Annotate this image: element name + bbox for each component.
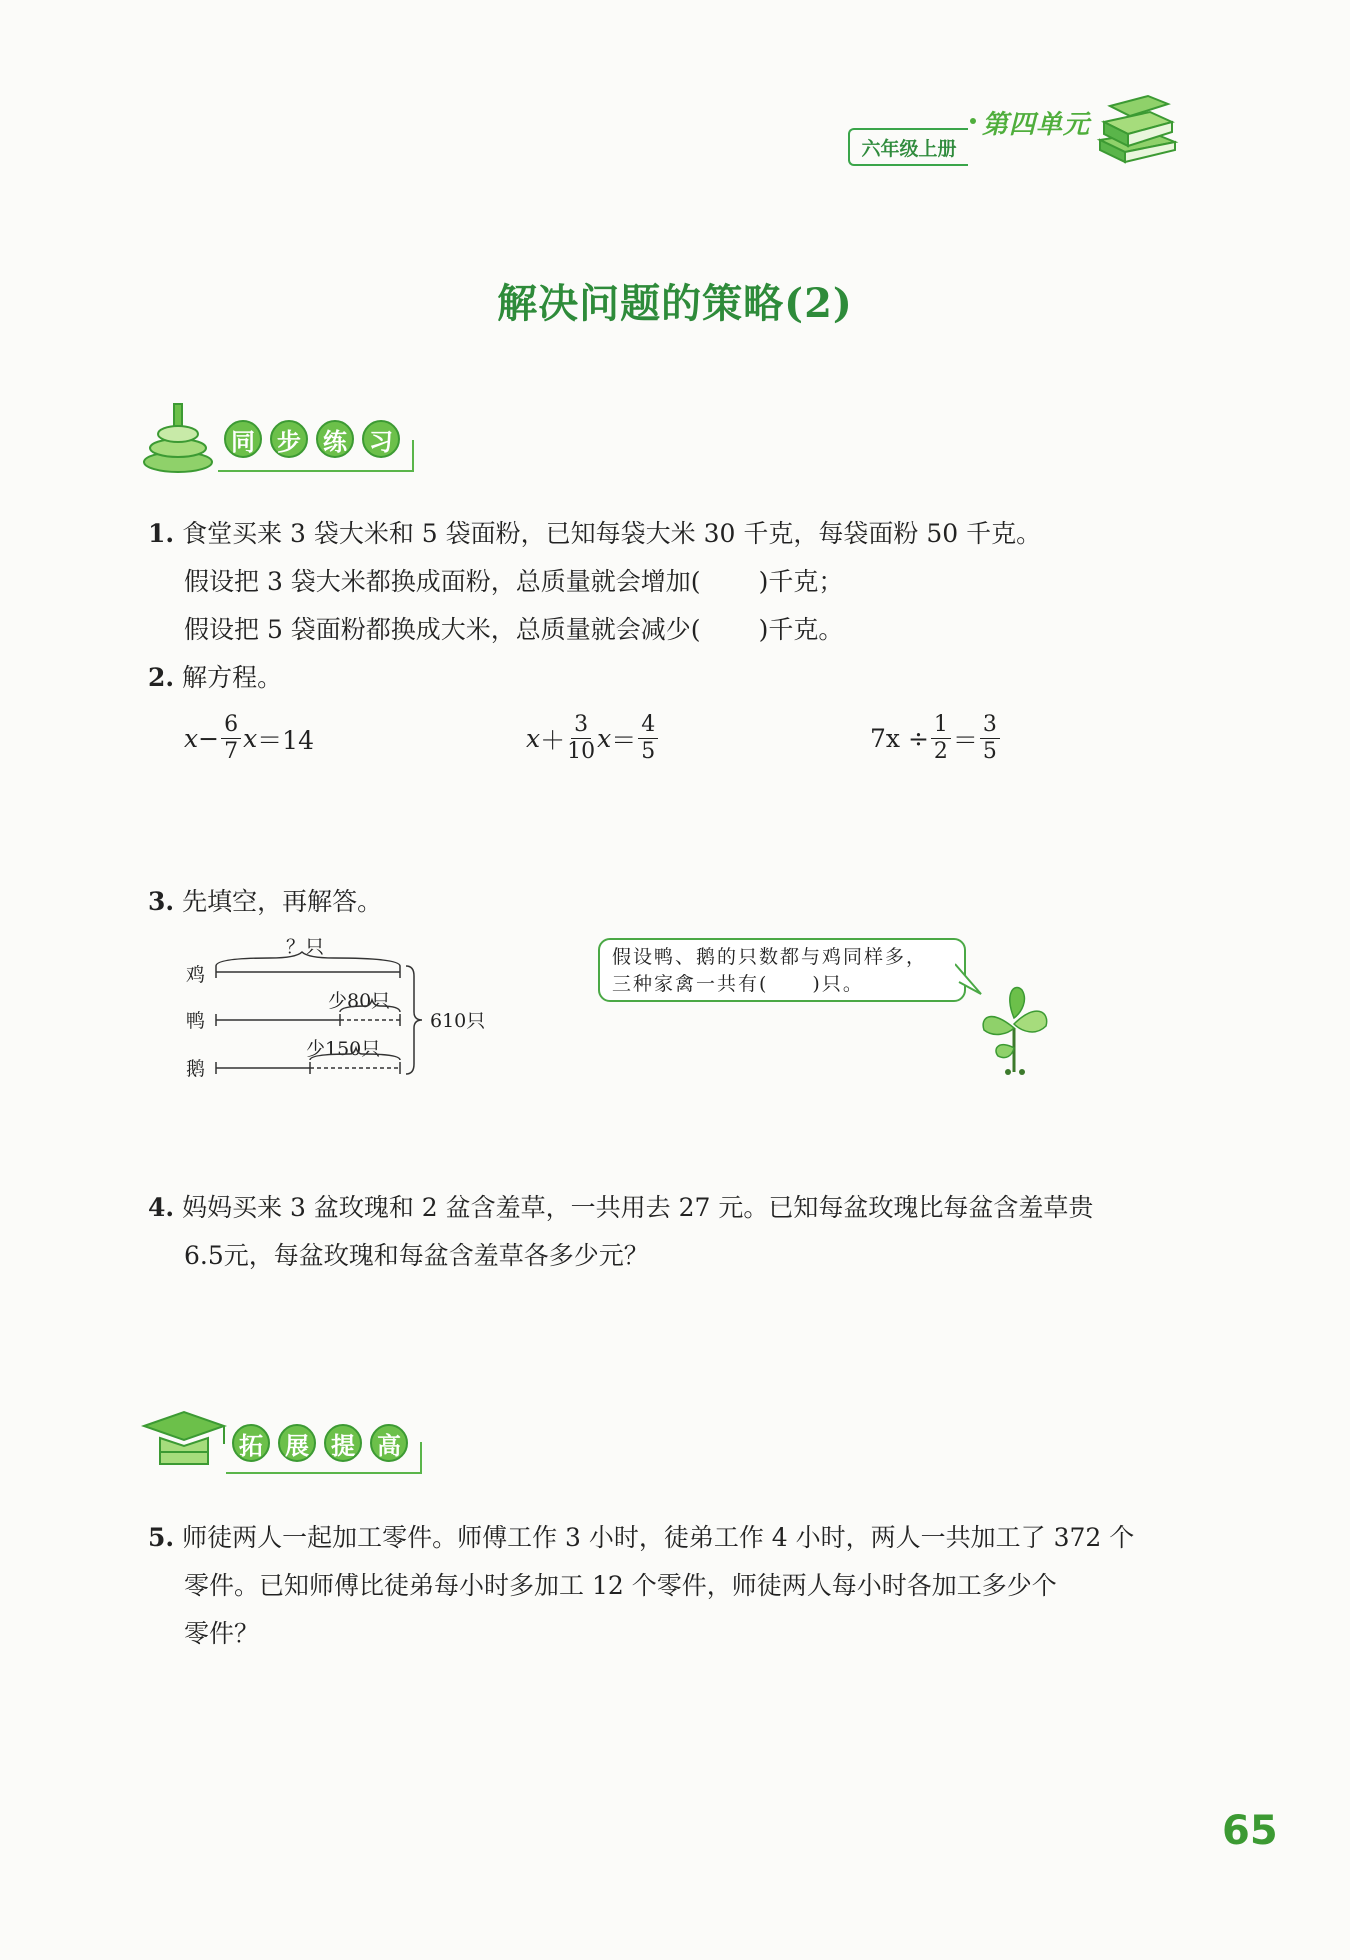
q5-line2: 零件。已知师傅比徒弟每小时多加工 12 个零件，师徒两人每小时各加工多少个 (184, 1571, 1057, 1600)
layered-cake-icon (140, 398, 230, 478)
question-1 (148, 510, 1248, 654)
equation-1 (184, 712, 314, 765)
eq-var: x (243, 724, 258, 753)
numerator: 4 (638, 712, 658, 739)
question-2 (148, 654, 282, 702)
question-number: 2. (148, 663, 175, 692)
equation-3 (870, 712, 1002, 765)
label-duck: 鸭 (186, 1010, 206, 1032)
denominator: 2 (933, 739, 948, 764)
denominator: 10 (567, 739, 596, 764)
section-char: 展 (278, 1424, 316, 1462)
section-char: 习 (362, 420, 400, 458)
unit-dot (970, 118, 976, 124)
section-char: 提 (324, 1424, 362, 1462)
fraction (931, 712, 951, 765)
section-divider (412, 440, 414, 472)
q1-line3b: )千克。 (758, 615, 844, 644)
bubble-line2a: 三种家禽一共有( (612, 973, 769, 995)
eq-rhs: ＝14 (257, 725, 314, 755)
eq-op: − (198, 724, 220, 753)
q1-line2a: 假设把 3 袋大米都换成面粉，总质量就会增加( (184, 567, 701, 596)
q1-line1: 食堂买来 3 袋大米和 5 袋面粉，已知每袋大米 30 千克，每袋面粉 50 千克。 (182, 519, 1042, 548)
label-less150: 少150只 (306, 1038, 381, 1060)
section-char: 高 (370, 1424, 408, 1462)
fraction (221, 712, 241, 765)
section-char: 拓 (232, 1424, 270, 1462)
fraction (567, 712, 595, 765)
plant-mascot-icon (970, 968, 1060, 1078)
hint-bubble (598, 938, 966, 1002)
question-3 (148, 878, 382, 926)
books-icon (140, 1398, 230, 1478)
q1-line3a: 假设把 5 袋面粉都换成大米，总质量就会减少( (184, 615, 701, 644)
diagram-question: ？只 (286, 936, 325, 958)
page-number: 65 (1222, 1808, 1278, 1854)
label-less80: 少80只 (328, 990, 391, 1012)
eq-var: x (526, 724, 541, 753)
section-char: 步 (270, 420, 308, 458)
denominator: 5 (982, 739, 997, 764)
question-number: 4. (148, 1193, 175, 1222)
question-number: 1. (148, 519, 175, 548)
section-underline (218, 470, 414, 472)
q4-line1: 妈妈买来 3 盆玫瑰和 2 盆含羞草，一共用去 27 元。已知每盆玫瑰比每盆含羞草贵 (182, 1193, 1094, 1222)
section-divider (420, 1442, 422, 1474)
denominator: 5 (641, 739, 656, 764)
section-underline (226, 1472, 422, 1474)
section-sync-practice (224, 420, 400, 458)
eq-lhs: 7x ÷ (870, 724, 929, 753)
equation-2 (526, 712, 660, 765)
question-5 (148, 1514, 1248, 1658)
label-chicken: 鸡 (186, 964, 206, 986)
page-title: 解决问题的策略(2) (497, 280, 853, 327)
numerator: 1 (931, 712, 951, 739)
eq-op: ＝ (611, 725, 637, 755)
fraction (980, 712, 1000, 765)
q5-line1: 师徒两人一起加工零件。师傅工作 3 小时，徒弟工作 4 小时，两人一共加工了 372 个 (182, 1523, 1135, 1552)
q3-text: 先填空，再解答。 (182, 887, 383, 916)
q4-line2: 6.5元，每盆玫瑰和每盆含羞草各多少元？ (184, 1241, 649, 1270)
numerator: 3 (571, 712, 591, 739)
section-char: 同 (224, 420, 262, 458)
eq-op: ＝ (952, 725, 978, 755)
numerator: 6 (221, 712, 241, 739)
segment-lines (210, 950, 440, 1080)
q5-line3: 零件？ (184, 1619, 260, 1648)
question-4 (148, 1184, 1248, 1280)
question-number: 5. (148, 1523, 175, 1552)
label-total: 610只 (430, 1010, 486, 1032)
label-goose: 鹅 (186, 1058, 206, 1080)
section-char: 练 (316, 420, 354, 458)
numerator: 3 (980, 712, 1000, 739)
bubble-line2b: )只。 (812, 973, 864, 995)
denominator: 7 (224, 739, 239, 764)
eq-var: x (184, 724, 199, 753)
eq-var: x (597, 724, 612, 753)
q2-text: 解方程。 (182, 663, 283, 692)
eq-op: ＋ (540, 725, 566, 755)
fraction (638, 712, 658, 765)
books-stack-icon (1090, 90, 1180, 170)
grade-label: 六年级上册 (848, 128, 968, 166)
bubble-line1: 假设鸭、鹅的只数都与鸡同样多， (612, 946, 928, 968)
unit-label: 第四单元 (982, 110, 1091, 140)
q1-line2b: )千克； (758, 567, 844, 596)
question-number: 3. (148, 887, 175, 916)
section-extend (232, 1424, 408, 1462)
